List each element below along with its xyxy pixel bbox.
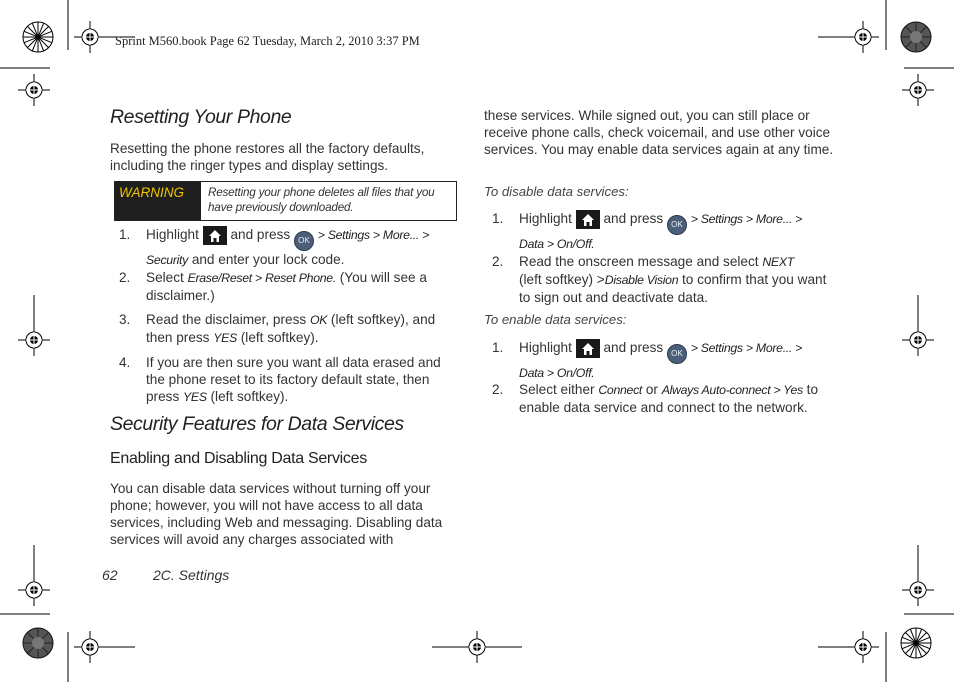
reset-step-3: 3. Read the disclaimer, press OK (left softkey), and then press YES (left softkey).: [119, 312, 436, 345]
option-connect: Connect: [598, 383, 643, 397]
menu-path-erase-reset: Erase/Reset > Reset Phone.: [187, 271, 336, 285]
menu-path-security: Security: [146, 253, 189, 267]
registration-mark-left-1: [18, 74, 50, 106]
ok-button-icon: OK: [294, 231, 314, 251]
softkey-next: NEXT: [762, 255, 794, 269]
registration-mark-right-1: [902, 74, 934, 106]
menu-path-data: Data > On/Off.: [519, 237, 595, 251]
reset-step-1: 1. Highlight and press OK > Settings > More... > Security and enter your lock code.: [119, 227, 430, 267]
enable-step-2: 2. Select either Connect or Always Auto-connect > Yes to enable data service and connect to the network.: [492, 382, 819, 415]
data-services-paragraph: You can disable data services without turning off your phone; however, you will not have access to all data services, including Web and messaging. Disabling data services will avoid any charges associated with: [110, 481, 443, 547]
menu-path: > Settings > More... >: [690, 212, 803, 226]
intro-paragraph: Resetting the phone restores all the factory defaults, including the ringer types and display settings.: [110, 141, 425, 173]
disable-lead: To disable data services:: [484, 184, 629, 199]
section-title-security: Security Features for Data Services: [110, 413, 404, 435]
continued-paragraph: these services. While signed out, you can still place or receive phone calls, check voicemail, and use other voice services. You may enable data services again at any time.: [484, 108, 834, 157]
disable-step-1: 1. Highlight and press OK > Settings > More... > Data > On/Off.: [492, 211, 803, 251]
menu-path: > Settings > More... >: [690, 341, 803, 355]
ok-button-icon: OK: [667, 344, 687, 364]
disable-step-2: 2. Read the onscreen message and select NEXT (left softkey) >Disable Vision to confirm that you want to sign out and deactivate data.: [492, 254, 827, 305]
section-title-resetting: Resetting Your Phone: [110, 106, 292, 128]
color-target-bottom-left: [23, 628, 53, 658]
radial-target-bottom-right: [901, 628, 931, 658]
option-always-auto-connect: Always Auto-connect > Yes: [661, 383, 803, 397]
chapter-label: 2C. Settings: [153, 567, 230, 583]
warning-text: Resetting your phone deletes all files that you have previously downloaded.: [208, 186, 435, 214]
home-icon: [203, 226, 227, 245]
print-header: Sprint M560.book Page 62 Tuesday, March 2, 2010 3:37 PM: [115, 34, 420, 48]
home-icon: [576, 210, 600, 229]
softkey-yes: YES: [213, 331, 237, 345]
radial-target-top-left: [23, 22, 53, 52]
menu-path: > Settings > More... >: [317, 228, 430, 242]
warning-box: [114, 181, 457, 221]
menu-path-disable-vision: Disable Vision: [604, 273, 679, 287]
softkey-ok: OK: [309, 313, 328, 327]
warning-label: WARNING: [115, 182, 201, 220]
softkey-yes: YES: [183, 390, 207, 404]
reset-step-2: 2. Select Erase/Reset > Reset Phone. (You will see a disclaimer.): [119, 270, 427, 303]
ok-button-icon: OK: [667, 215, 687, 235]
page-number: 62: [102, 567, 118, 583]
step-number: 1.: [119, 227, 131, 242]
home-icon: [576, 339, 600, 358]
reset-step-4: 4. If you are then sure you want all data erased and the phone reset to its factory default state, then press YES (left softkey).: [119, 355, 441, 404]
enable-lead: To enable data services:: [484, 312, 627, 327]
enable-step-1: 1. Highlight and press OK > Settings > More... > Data > On/Off.: [492, 340, 803, 380]
color-target-top-right: [901, 22, 931, 52]
menu-path-data: Data > On/Off.: [519, 366, 595, 380]
subsection-title: Enabling and Disabling Data Services: [110, 450, 367, 467]
